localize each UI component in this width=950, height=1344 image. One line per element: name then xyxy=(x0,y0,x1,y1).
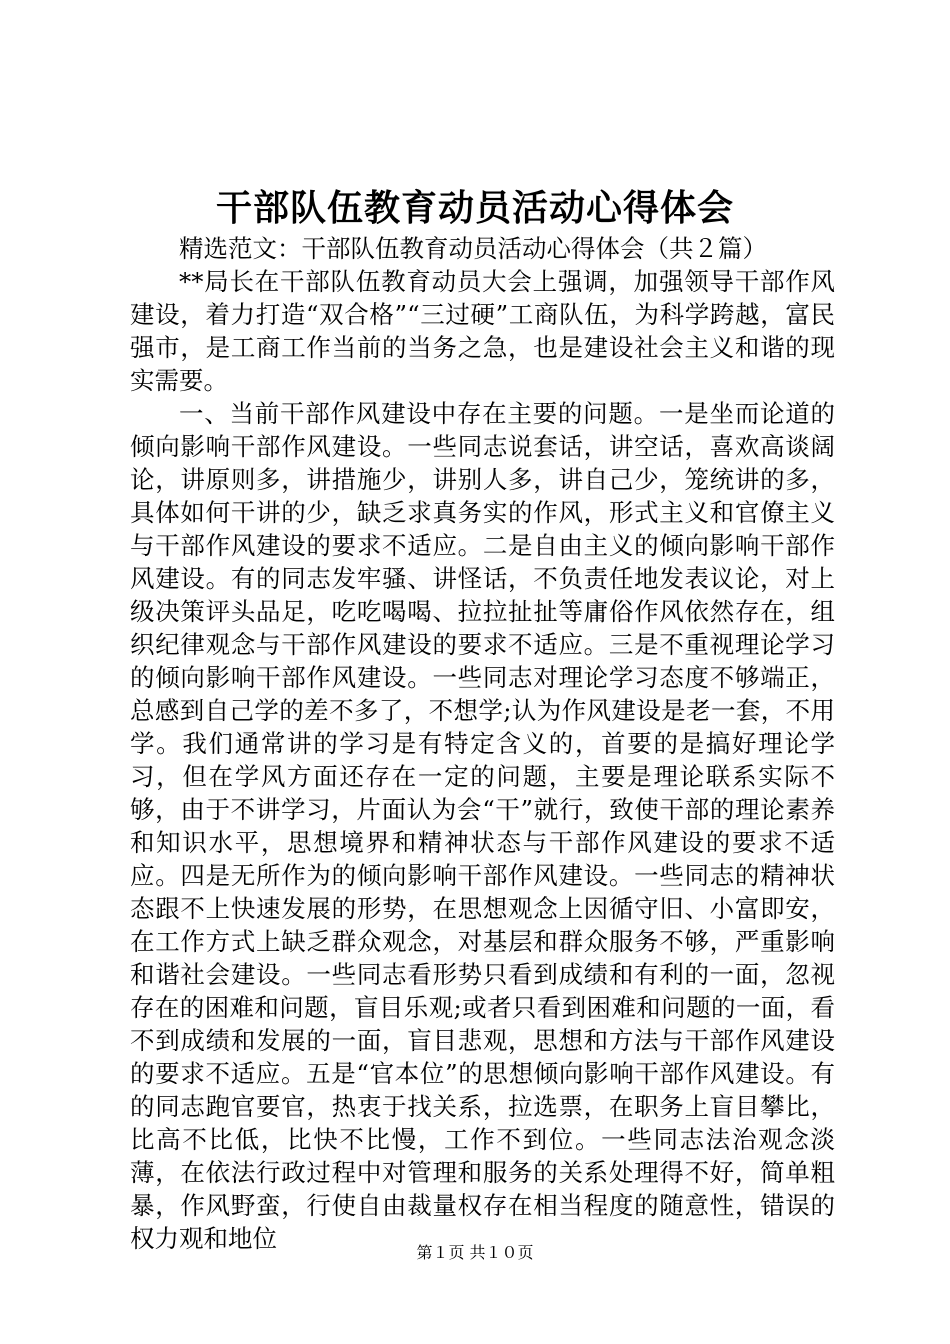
paragraph-intro: **局长在干部队伍教育动员大会上强调，加强领导干部作风建设，着力打造“双合格”“三过硬”工商队伍，为科学跨越，富民强市，是工商工作当前的当务之急，也是建设社会主义和谐的现实需要。 xyxy=(130,267,835,395)
paragraph-problems: 一、当前干部作风建设中存在主要的问题。一是坐而论道的倾向影响干部作风建设。一些同志说套话，讲空话，喜欢高谈阔论，讲原则多，讲措施少，讲别人多，讲自己少，笼统讲的多，具体如何干讲的少，缺乏求真务实的作风，形式主义和官僚主义与干部作风建设的要求不适应。二是自由主义的倾向影响干部作风建设。有的同志发牢骚、讲怪话，不负责任地发表议论，对上级决策评头品足，吃吃喝喝、拉拉扯扯等庸俗作风依然存在，组织纪律观念与干部作风建设的要求不适应。三是不重视理论学习的倾向影响干部作风建设。一些同志对理论学习态度不够端正，总感到自己学的差不多了，不想学;认为作风建设是老一套，不用学。我们通常讲的学习是有特定含义的，首要的是搞好理论学习，但在学风方面还存在一定的问题，主要是理论联系实际不够，由于不讲学习，片面认为会“干”就行，致使干部的理论素养和知识水平，思想境界和精神状态与干部作风建设的要求不适应。四是无所作为的倾向影响干部作风建设。一些同志的精神状态跟不上快速发展的形势，在思想观念上因循守旧、小富即安，在工作方式上缺乏群众观念，对基层和群众服务不够，严重影响和谐社会建设。一些同志看形势只看到成绩和有利的一面，忽视存在的困难和问题，盲目乐观;或者只看到困难和问题的一面，看不到成绩和发展的一面，盲目悲观，思想和方法与干部作风建设的要求不适应。五是“官本位”的思想倾向影响干部作风建设。有的同志跑官要官，热衷于找关系，拉选票，在职务上盲目攀比，比高不比低，比快不比慢，工作不到位。一些同志法治观念淡薄，在依法行政过程中对管理和服务的关系处理得不好，简单粗暴，作风野蛮，行使自由裁量权存在相当程度的随意性，错误的权力观和地位 xyxy=(130,399,835,1253)
document-body xyxy=(130,232,835,1255)
page-number: 第１页 共１０页 xyxy=(416,1243,534,1262)
page-footer xyxy=(0,1242,950,1264)
document-title: 干部队伍教育动员活动心得体会 xyxy=(215,187,734,229)
paragraph-subtitle: 精选范文：干部队伍教育动员活动心得体会（共２篇） xyxy=(179,234,767,263)
